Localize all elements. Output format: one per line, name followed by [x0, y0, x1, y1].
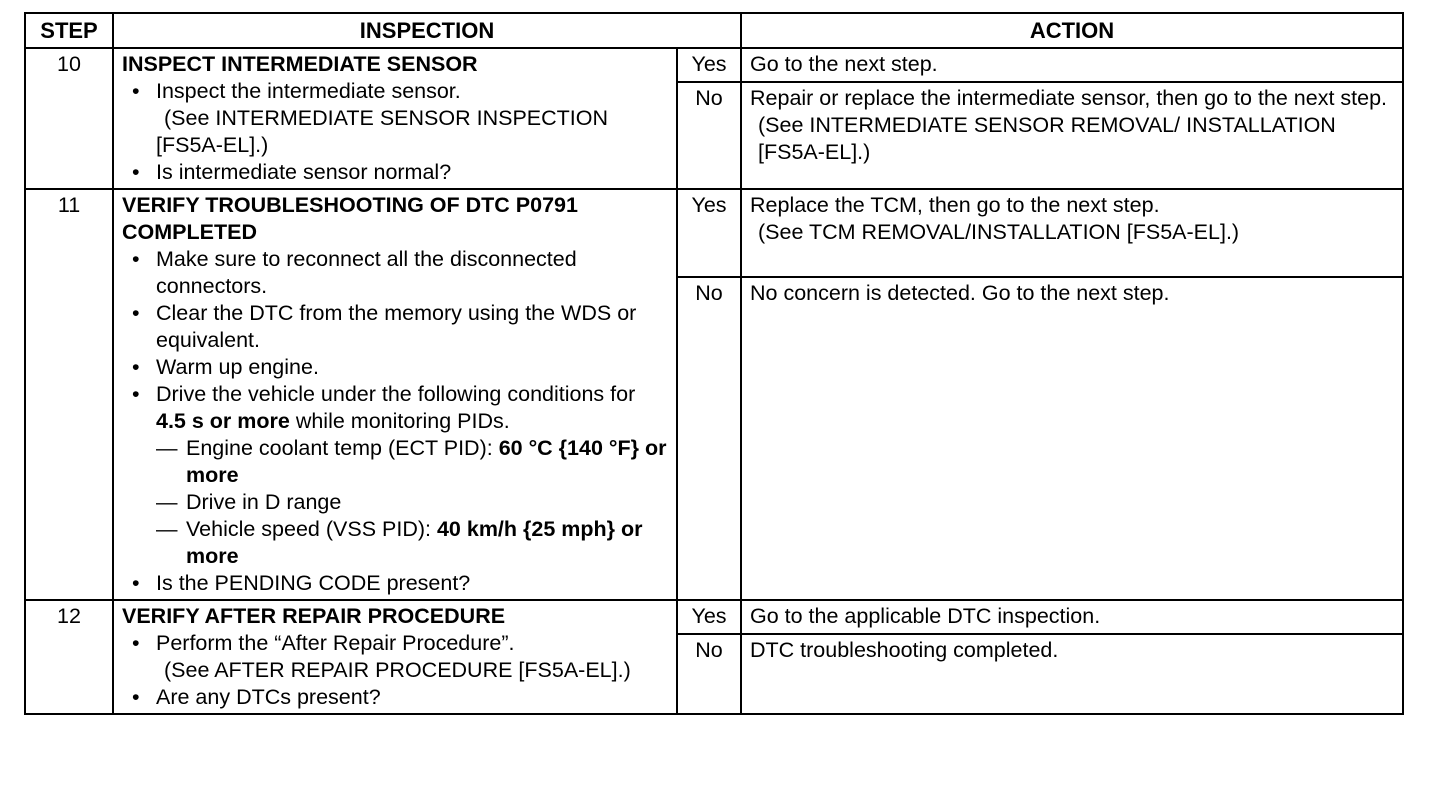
inspection-title: VERIFY AFTER REPAIR PROCEDURE: [122, 604, 506, 628]
bullet-item: • Clear the DTC from the memory using the WDS or equivalent.: [122, 300, 668, 354]
step-12-yes-row: [25, 600, 1403, 634]
inspection-title: INSPECT INTERMEDIATE SENSOR: [122, 52, 478, 76]
see-reference: (See INTERMEDIATE SENSOR INSPECTION [FS5A-EL].): [156, 106, 609, 157]
step-number: 11: [25, 189, 113, 600]
no-action-cell: [741, 82, 1403, 189]
bullet-item: [122, 78, 668, 159]
step-11-yes-row: [25, 189, 1403, 277]
condition-text: Engine coolant temp (ECT PID):: [186, 436, 499, 460]
bullet-text: while monitoring PIDs.: [289, 409, 510, 433]
yes-label: Yes: [677, 600, 741, 634]
yes-action: Replace the TCM, then go to the next step.: [750, 193, 1160, 217]
yes-action-cell: [741, 189, 1403, 277]
see-reference: (See INTERMEDIATE SENSOR REMOVAL/ INSTALLATION [FS5A-EL].): [758, 113, 1336, 164]
bullet-item: [122, 684, 668, 711]
header-step: STEP: [25, 13, 113, 48]
yes-action: Go to the applicable DTC inspection.: [741, 600, 1403, 634]
inspection-title: VERIFY TROUBLESHOOTING OF DTC P0791 COMPLETED: [122, 193, 578, 244]
bullet-item: • Is the PENDING CODE present?: [122, 570, 668, 597]
diagnostic-table: [24, 12, 1404, 715]
bullet-text: Inspect the intermediate sensor.: [156, 79, 461, 103]
condition-item: [156, 516, 668, 570]
bullet-bold-value: 4.5 s or more: [156, 409, 290, 433]
condition-item: [156, 435, 668, 489]
bullet-text: Is intermediate sensor normal?: [156, 160, 452, 184]
condition-list: [156, 435, 668, 570]
bullet-text: Are any DTCs present?: [156, 685, 381, 709]
bullet-item: [122, 630, 668, 684]
step-number: 10: [25, 48, 113, 189]
see-reference: (See AFTER REPAIR PROCEDURE [FS5A-EL].): [164, 658, 631, 682]
inspection-cell: [113, 189, 677, 600]
yes-action: Go to the next step.: [741, 48, 1403, 82]
condition-value: 60 °C {140 °F} or more: [186, 436, 667, 487]
step-10-yes-row: [25, 48, 1403, 82]
header-row: [25, 13, 1403, 48]
bullet-text: Perform the “After Repair Procedure”.: [156, 631, 515, 655]
no-label: No: [677, 634, 741, 714]
see-reference: (See TCM REMOVAL/INSTALLATION [FS5A-EL].): [758, 220, 1240, 244]
condition-value: 40 km/h {25 mph} or more: [186, 517, 643, 568]
yes-label: Yes: [677, 189, 741, 277]
bullet-item: [122, 381, 668, 570]
bullet-list: [122, 630, 668, 711]
step-number: 12: [25, 600, 113, 714]
inspection-cell: [113, 48, 677, 189]
no-label: No: [677, 277, 741, 600]
bullet-item: [122, 159, 668, 186]
condition-text: Vehicle speed (VSS PID):: [186, 517, 437, 541]
bullet-list: [122, 246, 668, 597]
bullet-text: Drive the vehicle under the following conditions for: [156, 382, 636, 406]
condition-item: — Drive in D range: [156, 489, 668, 516]
bullet-item: • Warm up engine.: [122, 354, 668, 381]
no-action: Repair or replace the intermediate sensor, then go to the next step.: [750, 86, 1388, 110]
header-inspection: INSPECTION: [113, 13, 741, 48]
bullet-list: [122, 78, 668, 186]
no-action: No concern is detected. Go to the next step.: [741, 277, 1403, 600]
yes-label: Yes: [677, 48, 741, 82]
inspection-cell: [113, 600, 677, 714]
bullet-item: • Make sure to reconnect all the disconnected connectors.: [122, 246, 668, 300]
no-label: No: [677, 82, 741, 189]
no-action: DTC troubleshooting completed.: [741, 634, 1403, 714]
header-action: ACTION: [741, 13, 1403, 48]
